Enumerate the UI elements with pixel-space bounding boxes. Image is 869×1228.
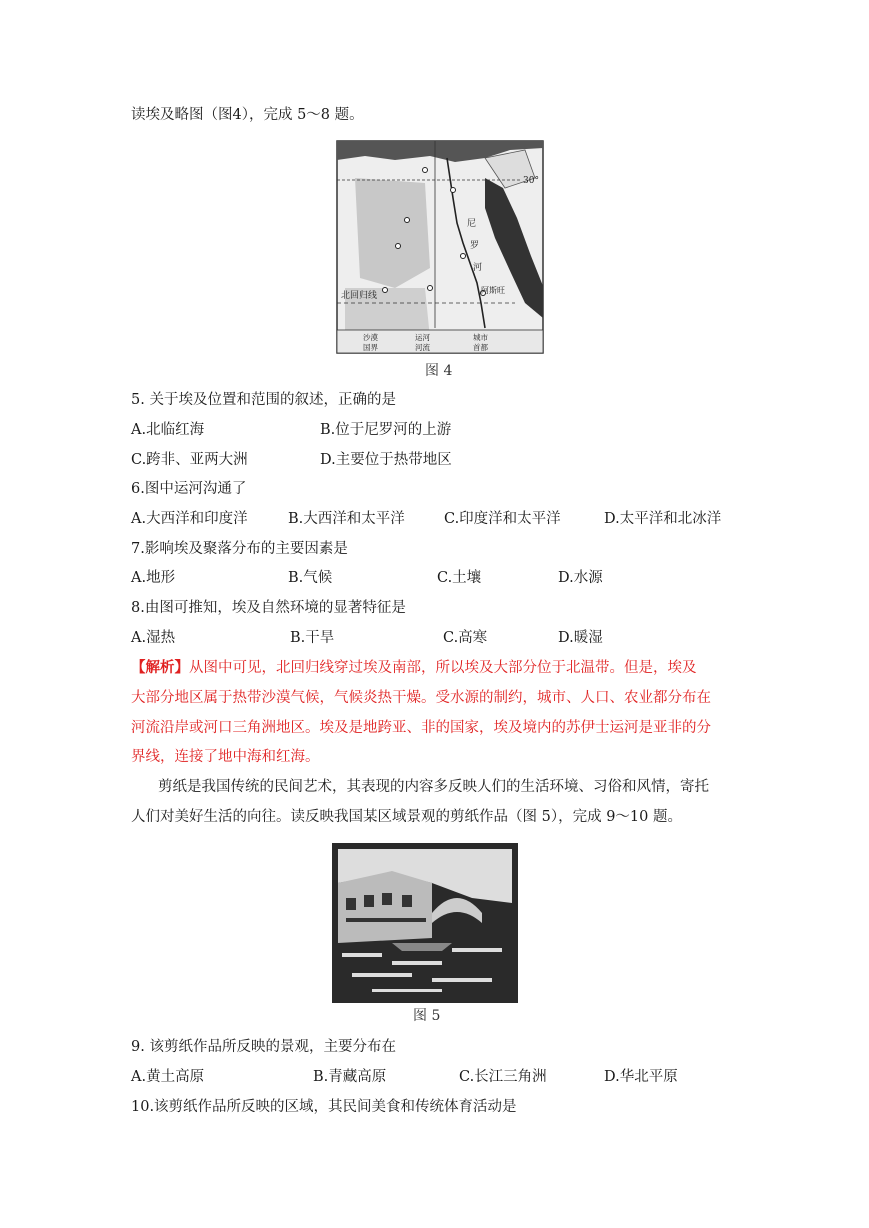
q9-option-d: D.华北平原 bbox=[604, 1069, 678, 1085]
q9-option-a: A.黄土高原 bbox=[131, 1069, 205, 1085]
q8-option-b: B.干旱 bbox=[290, 630, 335, 646]
legend-city: 城市 bbox=[473, 333, 488, 342]
q7-option-d: D.水源 bbox=[558, 570, 603, 586]
legend-capital: 首都 bbox=[473, 343, 488, 352]
analysis-line-4: 界线，连接了地中海和红海。 bbox=[131, 749, 320, 765]
q10-stem: 10.该剪纸作品所反映的区域，其民间美食和传统体育活动是 bbox=[131, 1099, 517, 1115]
figure-4-caption: 图 4 bbox=[425, 363, 453, 379]
q9-option-b: B.青藏高原 bbox=[313, 1069, 387, 1085]
intro-text-2-line-1: 剪纸是我国传统的民间艺术，其表现的内容多反映人们的生活环境、习俗和风情，寄托 bbox=[158, 779, 709, 795]
tropic-label: 北回归线 bbox=[341, 291, 378, 301]
q6-option-d: D.太平洋和北冰洋 bbox=[604, 511, 722, 527]
q9-option-c: C.长江三角洲 bbox=[459, 1069, 547, 1085]
analysis-line-3: 河流沿岸或河口三角洲地区。埃及是地跨亚、非的国家，埃及境内的苏伊士运河是亚非的分 bbox=[131, 720, 711, 736]
papercut-svg bbox=[332, 843, 518, 1003]
legend-desert: 沙漠 bbox=[363, 333, 378, 342]
river-label-2: 罗 bbox=[470, 241, 480, 251]
legend-border: 国界 bbox=[363, 343, 378, 352]
q6-stem: 6.图中运河沟通了 bbox=[131, 481, 247, 497]
legend-river: 河流 bbox=[415, 343, 430, 352]
q8-option-a: A.湿热 bbox=[131, 630, 176, 646]
aswan-label: 阿斯旺 bbox=[481, 286, 505, 295]
q6-option-a: A.大西洋和印度洋 bbox=[131, 511, 248, 527]
egypt-map-svg bbox=[335, 138, 545, 358]
figure-4-egypt-map bbox=[335, 138, 545, 358]
q5-option-b: B.位于尼罗河的上游 bbox=[320, 422, 452, 438]
q8-option-d: D.暖湿 bbox=[558, 630, 603, 646]
q6-option-b: B.大西洋和太平洋 bbox=[288, 511, 405, 527]
river-label-1: 尼 bbox=[467, 219, 477, 229]
q8-stem: 8.由图可推知，埃及自然环境的显著特征是 bbox=[131, 600, 406, 616]
q8-option-c: C.高寒 bbox=[443, 630, 488, 646]
q7-stem: 7.影响埃及聚落分布的主要因素是 bbox=[131, 541, 348, 557]
q5-stem: 5. 关于埃及位置和范围的叙述，正确的是 bbox=[131, 392, 396, 408]
q5-option-d: D.主要位于热带地区 bbox=[320, 452, 452, 468]
q5-option-a: A.北临红海 bbox=[131, 422, 205, 438]
analysis-line-1 bbox=[131, 658, 697, 678]
analysis-text-1: 从图中可见，北回归线穿过埃及南部，所以埃及大部分位于北温带。但是，埃及 bbox=[189, 660, 697, 676]
legend-canal: 运河 bbox=[415, 333, 430, 342]
intro-text-1: 读埃及略图（图4），完成 5～8 题。 bbox=[131, 107, 364, 123]
q7-option-c: C.土壤 bbox=[437, 570, 482, 586]
q6-option-c: C.印度洋和太平洋 bbox=[444, 511, 561, 527]
figure-5-papercut bbox=[332, 843, 518, 1003]
river-label-3: 河 bbox=[473, 263, 483, 273]
figure-5-caption: 图 5 bbox=[413, 1008, 441, 1024]
intro-text-2-line-2: 人们对美好生活的向往。读反映我国某区域景观的剪纸作品（图 5），完成 9～10 题。 bbox=[131, 809, 682, 825]
q5-option-c: C.跨非、亚两大洲 bbox=[131, 452, 248, 468]
q9-stem: 9. 该剪纸作品所反映的景观，主要分布在 bbox=[131, 1039, 396, 1055]
q7-option-b: B.气候 bbox=[288, 570, 333, 586]
analysis-tag: 【解析】 bbox=[131, 659, 189, 676]
analysis-line-2: 大部分地区属于热带沙漠气候，气候炎热干燥。受水源的制约，城市、人口、农业都分布在 bbox=[131, 690, 711, 706]
lat-30-label: 30° bbox=[523, 176, 539, 186]
q7-option-a: A.地形 bbox=[131, 570, 176, 586]
